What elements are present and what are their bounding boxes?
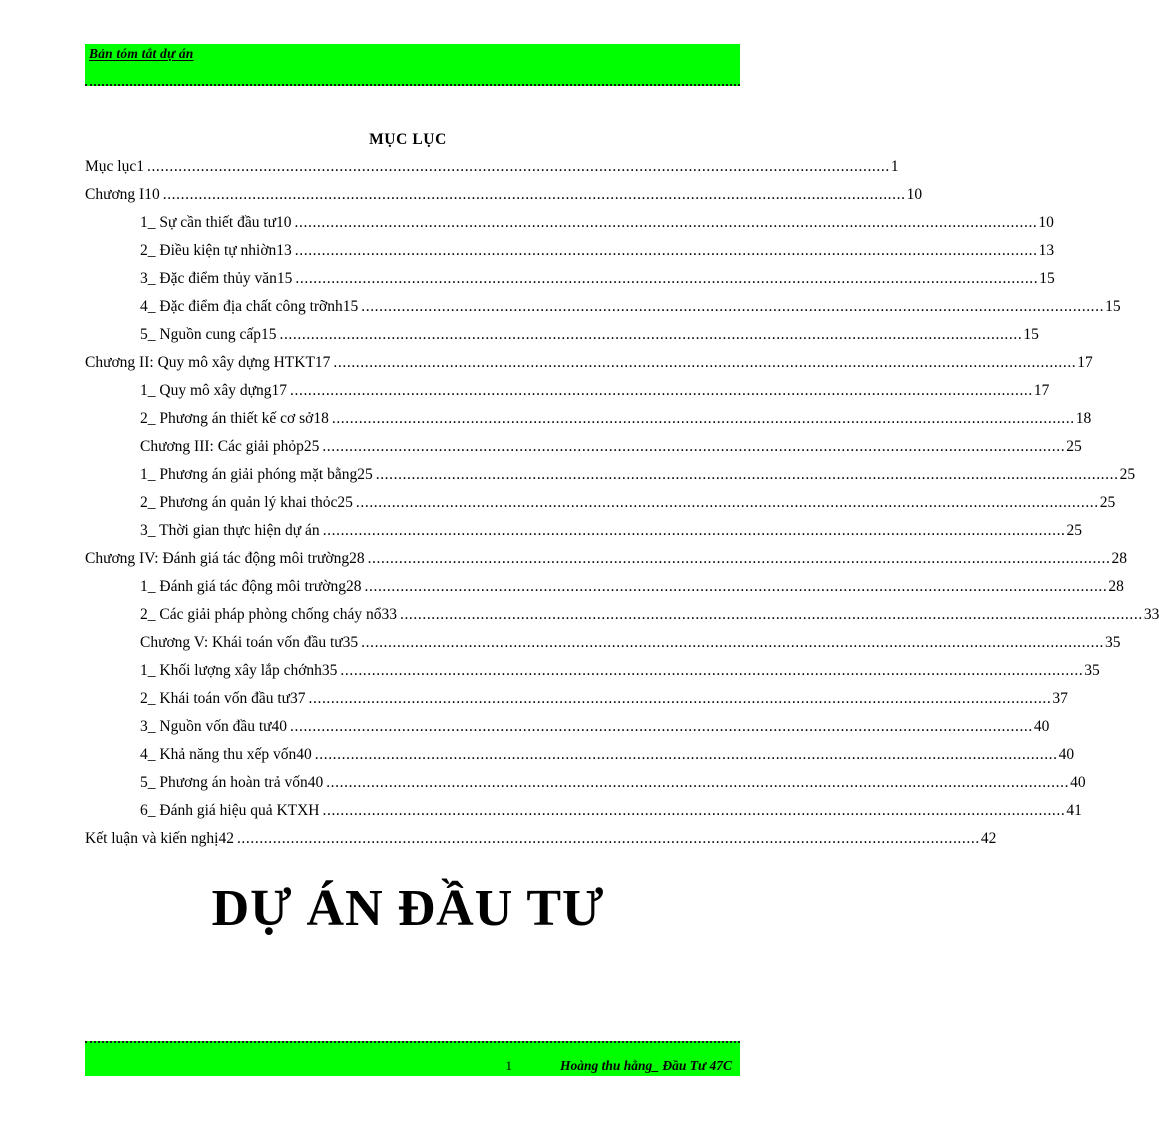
toc-leader-dots: ......................................................................................................................................................................	[322, 522, 1066, 539]
page-header-title: Bản tóm tắt dự án	[89, 46, 194, 61]
toc-entry-label: 4_ Khả năng thu xếp vốn40	[140, 746, 312, 763]
toc-entry-page-number: 25	[1066, 438, 1082, 455]
toc-entry-page-number: 25	[1066, 522, 1083, 539]
toc-leader-dots: ......................................................................................................................................................................	[308, 690, 1052, 707]
toc-entry[interactable]	[85, 774, 1086, 802]
toc-leader-dots: ......................................................................................................................................................................	[279, 326, 1023, 343]
toc-entry[interactable]	[85, 354, 1093, 382]
toc-entry[interactable]	[85, 382, 1050, 410]
toc-entry-label: 6_ Đánh giá hiệu quả KTXH	[140, 802, 320, 819]
toc-leader-dots: ......................................................................................................................................................................	[322, 438, 1066, 455]
toc-entry-label: 5_ Nguồn cung cấp15	[140, 326, 277, 343]
toc-leader-dots: ......................................................................................................................................................................	[294, 242, 1038, 259]
toc-leader-dots: ......................................................................................................................................................................	[375, 466, 1119, 483]
toc-leader-dots: ......................................................................................................................................................................	[290, 382, 1033, 399]
toc-entry-page-number: 40	[1033, 718, 1050, 735]
toc-entry[interactable]	[85, 606, 1159, 634]
toc-entry-label: 2_ Phương án thiết kế cơ sở18	[140, 410, 329, 427]
toc-entry[interactable]	[85, 326, 1039, 354]
toc-entry-label: 3_ Thời gian thực hiện dự án	[140, 522, 320, 539]
toc-entry-page-number: 42	[980, 830, 997, 847]
toc-leader-dots: ......................................................................................................................................................................	[361, 634, 1105, 651]
toc-entry[interactable]	[85, 746, 1075, 774]
toc-leader-dots: ......................................................................................................................................................................	[364, 578, 1108, 595]
toc-entry[interactable]	[85, 214, 1054, 242]
toc-entry[interactable]	[85, 466, 1136, 494]
footer-page-number: 1	[505, 1058, 512, 1073]
toc-entry-page-number: 41	[1066, 802, 1082, 819]
toc-entry[interactable]	[85, 522, 1083, 550]
page-header-band	[85, 44, 740, 86]
toc-entry[interactable]	[85, 578, 1124, 606]
toc-entry[interactable]	[85, 410, 1092, 438]
toc-title: MỤC LỤC	[369, 131, 447, 148]
toc-entry-label: 1_ Phương án giải phóng mặt bằng25	[140, 466, 373, 483]
document-main-heading: DỰ ÁN ĐẦU TƯ	[211, 880, 605, 937]
toc-entry-page-number: 17	[1077, 354, 1093, 371]
toc-entry-label: 1_ Sự cần thiết đầu tư10	[140, 214, 292, 231]
toc-leader-dots: ......................................................................................................................................................................	[294, 214, 1038, 231]
toc-entry-page-number: 17	[1033, 382, 1050, 399]
toc-entry-label: 2_ Khái toán vốn đầu tư37	[140, 690, 306, 707]
toc-entry[interactable]	[85, 634, 1121, 662]
toc-entry[interactable]	[85, 802, 1082, 830]
toc-entry-page-number: 15	[1023, 326, 1039, 343]
toc-entry-page-number: 28	[1108, 578, 1124, 595]
toc-leader-dots: ......................................................................................................................................................................	[326, 774, 1070, 791]
page-footer-band	[85, 1041, 740, 1076]
toc-leader-dots: ......................................................................................................................................................................	[322, 802, 1066, 819]
toc-entry-label: 2_ Điều kiện tự nhiờn13	[140, 242, 292, 259]
toc-entry-page-number: 13	[1038, 242, 1055, 259]
page-footer-content	[85, 1058, 732, 1074]
toc-entry-label: 1_ Khối lượng xây lắp chớnh35	[140, 662, 338, 679]
toc-entry[interactable]	[85, 662, 1100, 690]
toc-leader-dots: ......................................................................................................................................................................	[355, 494, 1099, 511]
toc-entry[interactable]	[85, 270, 1055, 298]
toc-entry-page-number: 40	[1070, 774, 1086, 791]
toc-entry-label: 2_ Các giải pháp phòng chống cháy nổ33	[140, 606, 397, 623]
toc-entry[interactable]	[85, 690, 1068, 718]
toc-entry[interactable]	[85, 158, 899, 186]
toc-entry-page-number: 35	[1105, 634, 1121, 651]
toc-entry-label: 1_ Đánh giá tác động môi trường28	[140, 578, 362, 595]
toc-leader-dots: ......................................................................................................................................................................	[295, 270, 1039, 287]
toc-entry-page-number: 37	[1052, 690, 1068, 707]
toc-entry-page-number: 33	[1143, 606, 1159, 623]
toc-entry-label: 5_ Phương án hoàn trả vốn40	[140, 774, 324, 791]
toc-entry-label: Chương I10	[85, 186, 160, 203]
toc-entry-label: 1_ Quy mô xây dựng17	[140, 382, 288, 399]
toc-leader-dots: ......................................................................................................................................................................	[146, 158, 890, 175]
toc-entry-page-number: 28	[1111, 550, 1127, 567]
toc-leader-dots: ......................................................................................................................................................................	[162, 186, 906, 203]
toc-entry-page-number: 15	[1039, 270, 1055, 287]
toc-leader-dots: ......................................................................................................................................................................	[236, 830, 980, 847]
toc-entry[interactable]	[85, 438, 1082, 466]
toc-leader-dots: ......................................................................................................................................................................	[333, 354, 1077, 371]
toc-entry[interactable]	[85, 494, 1116, 522]
toc-leader-dots: ......................................................................................................................................................................	[340, 662, 1084, 679]
footer-author: Hoàng thu hằng_ Đầu Tư 47C	[559, 1058, 732, 1073]
toc-entry-label: Chương V: Khái toán vốn đầu tư35	[140, 634, 359, 651]
toc-entry-label: 2_ Phương án quản lý khai thỏc25	[140, 494, 353, 511]
toc-leader-dots: ......................................................................................................................................................................	[331, 410, 1075, 427]
toc-leader-dots: ......................................................................................................................................................................	[314, 746, 1058, 763]
toc-leader-dots: ......................................................................................................................................................................	[290, 718, 1033, 735]
toc-entry[interactable]	[85, 186, 923, 214]
table-of-contents	[85, 158, 1159, 858]
toc-entry-label: 3_ Đặc điểm thủy văn15	[140, 270, 293, 287]
toc-entry-page-number: 15	[1105, 298, 1121, 315]
toc-leader-dots: ......................................................................................................................................................................	[367, 550, 1111, 567]
toc-entry-page-number: 10	[1038, 214, 1054, 231]
toc-entry-label: 3_ Nguồn vốn đầu tư40	[140, 718, 288, 735]
toc-entry-label: Chương IV: Đánh giá tác động môi trường28	[85, 550, 365, 567]
toc-entry[interactable]	[85, 298, 1121, 326]
toc-leader-dots: ......................................................................................................................................................................	[361, 298, 1105, 315]
toc-entry[interactable]	[85, 830, 997, 858]
toc-entry-label: Chương III: Các giải phỏp25	[140, 438, 320, 455]
toc-entry[interactable]	[85, 718, 1050, 746]
toc-entry-page-number: 40	[1058, 746, 1075, 763]
toc-entry-page-number: 10	[906, 186, 923, 203]
toc-entry-label: Mục lục1	[85, 158, 144, 175]
toc-entry[interactable]	[85, 550, 1127, 578]
toc-entry-label: Chương II: Quy mô xây dựng HTKT17	[85, 354, 331, 371]
toc-entry[interactable]	[85, 242, 1055, 270]
toc-entry-page-number: 25	[1099, 494, 1116, 511]
toc-leader-dots: ......................................................................................................................................................................	[399, 606, 1143, 623]
toc-entry-label: 4_ Đặc điểm địa chất công trỡnh15	[140, 298, 359, 315]
toc-entry-page-number: 18	[1075, 410, 1092, 427]
toc-entry-label: Kết luận và kiến nghị42	[85, 830, 234, 847]
toc-entry-page-number: 35	[1084, 662, 1100, 679]
toc-entry-page-number: 1	[890, 158, 899, 175]
toc-entry-page-number: 25	[1119, 466, 1136, 483]
